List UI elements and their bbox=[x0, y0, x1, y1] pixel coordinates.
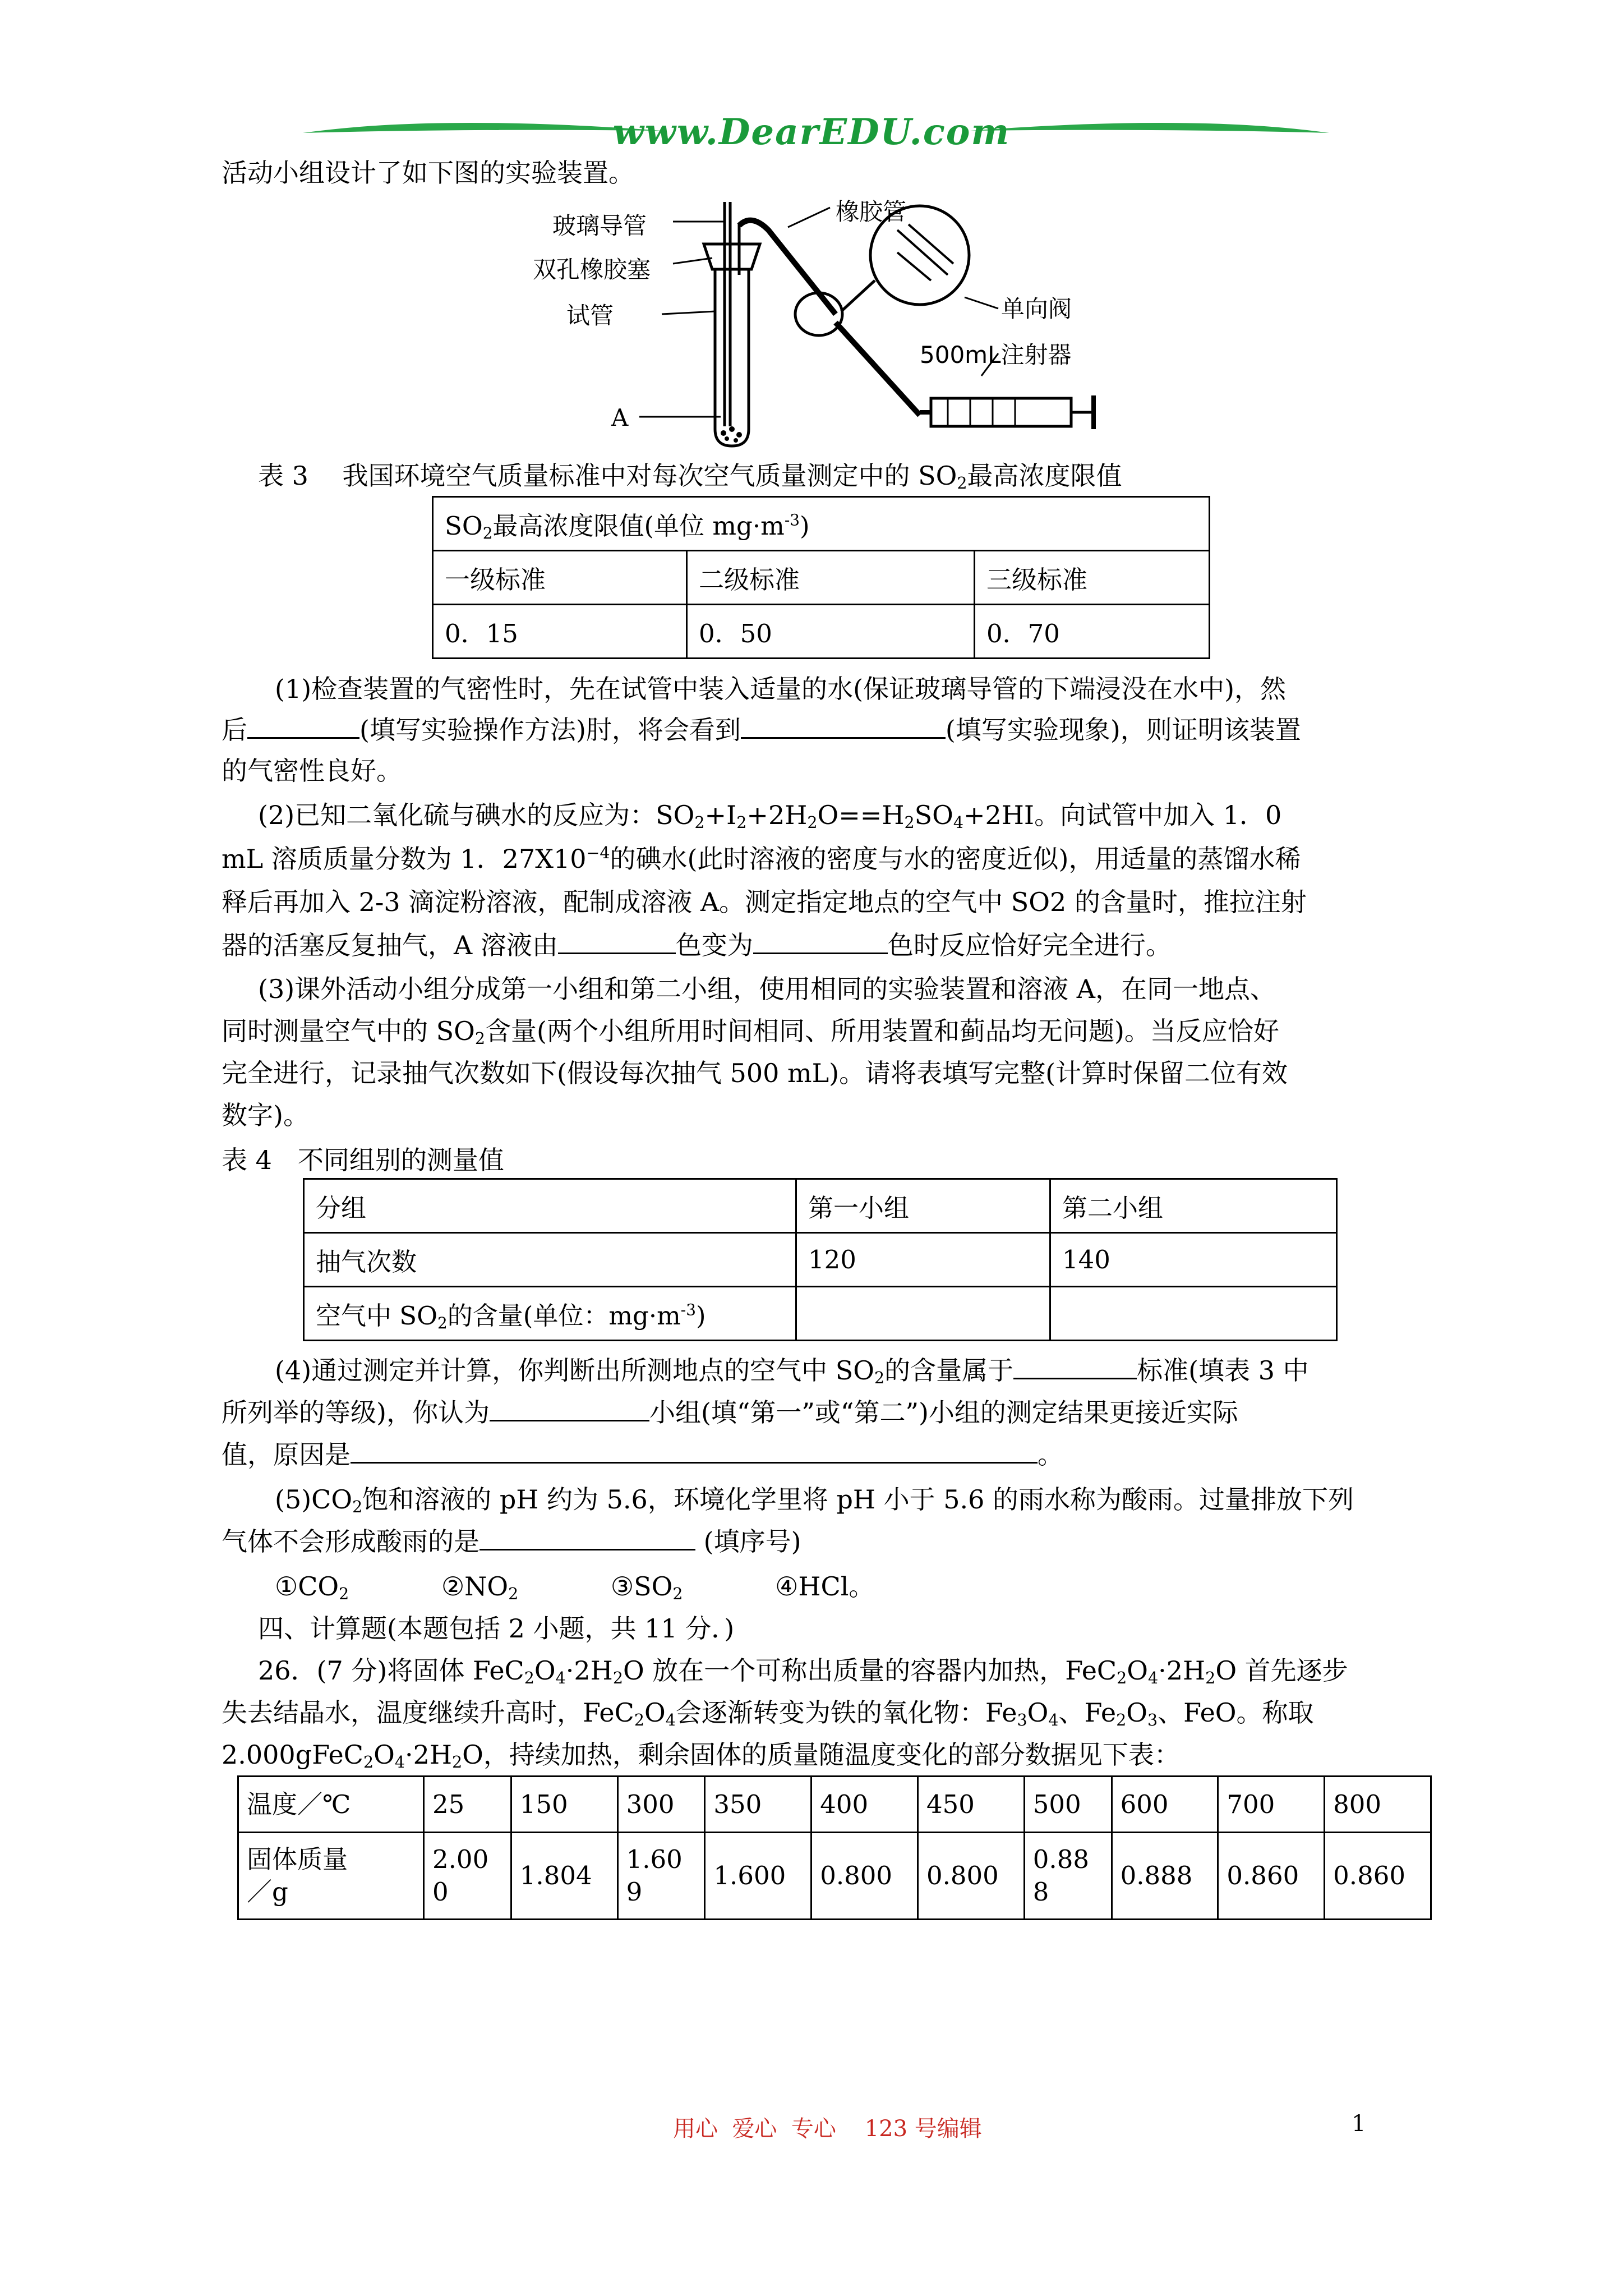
table5-temp-label: 温度／℃ bbox=[238, 1777, 424, 1833]
table3-level-2: 二级标准 bbox=[687, 551, 975, 605]
table5-temp: 450 bbox=[917, 1777, 1024, 1833]
q2-line3: 释后再加入 2-3 滴淀粉溶液，配制成溶液 A。测定指定地点的空气中 SO2 的含量时，推拉注射 bbox=[222, 887, 1307, 917]
table4-row1-label: 抽气次数 bbox=[304, 1233, 796, 1287]
table4-row1-second: 140 bbox=[1050, 1233, 1337, 1287]
table5-mass: 2.00 0 bbox=[424, 1833, 511, 1920]
table5-mass: 1.804 bbox=[511, 1833, 617, 1920]
label-check-valve: 单向阀 bbox=[1001, 295, 1072, 323]
q4-blank-group bbox=[490, 1393, 649, 1421]
table4-row2-first-blank[interactable] bbox=[796, 1287, 1050, 1341]
syringe-barrel bbox=[931, 398, 1071, 426]
label-point-a: A bbox=[611, 404, 629, 431]
q5-option-4: ④HCl。 bbox=[775, 1571, 875, 1602]
table4-row2-label: 空气中 $SO_2$的含量(单位：$mg\cdot m^{-3}$) bbox=[304, 1287, 796, 1341]
q1-blank-method bbox=[247, 710, 359, 739]
table4-header-group: 分组 bbox=[304, 1179, 796, 1233]
table5-mass-label: 固体质量 ／g bbox=[238, 1833, 424, 1920]
q4-line3: 值，原因是 。 bbox=[222, 1433, 1063, 1476]
label-rubber-tube: 橡胶管 bbox=[836, 198, 907, 226]
test-tube-outline bbox=[715, 258, 749, 446]
intro-text: 活动小组设计了如下图的实验装置。 bbox=[222, 158, 634, 188]
stopper-shape bbox=[704, 244, 760, 269]
table5-mass: 0.800 bbox=[917, 1833, 1024, 1920]
table4 bbox=[303, 1178, 1338, 1341]
q4-blank-reason bbox=[351, 1435, 1038, 1464]
label-test-tube: 试管 bbox=[566, 302, 614, 329]
q1-line1: (1)检查装置的气密性时，先在试管中装入适量的水(保证玻璃导管的下端浸没在水中)，然 bbox=[275, 674, 1287, 704]
q5-option-1: $①CO_2$ bbox=[275, 1571, 349, 1604]
table5-mass: 1.60 9 bbox=[617, 1833, 705, 1920]
table3 bbox=[432, 496, 1210, 659]
q2-line4: 器的活塞反复抽气，A 溶液由 色变为 色时反应恰好完全进行。 bbox=[222, 924, 1172, 967]
table5-temp: 150 bbox=[511, 1777, 617, 1833]
q5-line1: $(5)CO_2$饱和溶液的 pH 约为 5.6，环境化学里将 pH 小于 5.6 的雨水称为酸雨。过量排放下列 bbox=[275, 1484, 1354, 1517]
table5-temp: 500 bbox=[1024, 1777, 1112, 1833]
q4-line1: (4)通过测定并计算，你判断出所测地点的空气中 $SO_2$的含量属于 标准(填表 3 中 bbox=[275, 1349, 1309, 1392]
q2-line2: mL 溶质质量分数为 1．$27X10^{-4}$的碘水(此时溶液的密度与水的密度近似)，用适量的蒸馏水稀 bbox=[222, 843, 1301, 874]
table5-temp: 800 bbox=[1325, 1777, 1431, 1833]
table3-level-1: 一级标准 bbox=[433, 551, 687, 605]
table4-row1-first: 120 bbox=[796, 1233, 1050, 1287]
table4-header-first: 第一小组 bbox=[796, 1179, 1050, 1233]
table3-level-3: 三级标准 bbox=[975, 551, 1210, 605]
q3-line1: (3)课外活动小组分成第一小组和第二小组，使用相同的实验装置和溶液 A，在同一地点、 bbox=[258, 974, 1276, 1004]
q1-blank-phenomenon bbox=[741, 710, 946, 739]
page-number: 1 bbox=[1352, 2111, 1366, 2137]
table3-value-2: 0．50 bbox=[687, 605, 975, 659]
table5-temp: 25 bbox=[424, 1777, 511, 1833]
q5-option-2: $②NO_2$ bbox=[441, 1571, 519, 1604]
q3-line2: 同时测量空气中的 $SO_2$含量(两个小组所用时间相同、所用装置和蓟品均无问题)。当反应恰好 bbox=[222, 1016, 1279, 1048]
table5-temp: 400 bbox=[811, 1777, 918, 1833]
table3-value-3: 0．70 bbox=[975, 605, 1210, 659]
q4-line2: 所列举的等级)，你认为 小组(填“第一”或“第二”)小组的测定结果更接近实际 bbox=[222, 1391, 1238, 1434]
table3-header: $SO_2$最高浓度限值(单位 $mg\cdot m^{-3}$) bbox=[433, 497, 1210, 551]
label-stopper: 双孔橡胶塞 bbox=[533, 256, 651, 283]
table5 bbox=[237, 1775, 1432, 1920]
q2-blank-color-from bbox=[558, 926, 676, 954]
q2-line1: (2)已知二氧化硫与碘水的反应为：$SO_2+I_2+2H_2O==H_2SO_4+2HI$。向试管中加入 1．0 bbox=[258, 800, 1282, 832]
q5-option-3: $③SO_2$ bbox=[610, 1571, 683, 1604]
table5-mass: 0.88 8 bbox=[1024, 1833, 1112, 1920]
table4-header-second: 第二小组 bbox=[1050, 1179, 1337, 1233]
q3-line4: 数字)。 bbox=[222, 1100, 309, 1130]
table4-row2-second-blank[interactable] bbox=[1050, 1287, 1337, 1341]
table5-mass: 0.860 bbox=[1218, 1833, 1325, 1920]
table5-temp: 350 bbox=[705, 1777, 811, 1833]
section4-heading: 四、计算题(本题包括 2 小题，共 11 分．) bbox=[258, 1613, 735, 1644]
q4-blank-level bbox=[1013, 1351, 1137, 1379]
q26-line1: 26．(7 分)将固体 $FeC_2O_4\cdot 2H_2O$ 放在一个可称出质量的容器内加热，$FeC_2O_4\cdot 2H_2O$ 首先逐步 bbox=[258, 1655, 1348, 1688]
q26-line3: $2.000gFeC_2O_4\cdot 2H_2O$，持续加热，剩余固体的质量随温度变化的部分数据见下表： bbox=[222, 1740, 1180, 1772]
q3-line3: 完全进行，记录抽气次数如下(假设每次抽气 500 mL)。请将表填写完整(计算时保留二位有效 bbox=[222, 1058, 1288, 1088]
q26-line2: 失去结晶水，温度继续升高时，$FeC_2O_4$会逐渐转变为铁的氧化物：$Fe_3O_4$、$Fe_2O_3$、FeO。称取 bbox=[222, 1697, 1314, 1730]
table5-mass: 0.800 bbox=[811, 1833, 918, 1920]
header-url[interactable]: www.DearEDU.com bbox=[612, 111, 1011, 153]
table5-temp: 700 bbox=[1218, 1777, 1325, 1833]
table5-temp: 600 bbox=[1112, 1777, 1218, 1833]
q5-options bbox=[275, 1565, 874, 1608]
table5-mass: 0.860 bbox=[1325, 1833, 1431, 1920]
table5-mass: 1.600 bbox=[705, 1833, 811, 1920]
label-syringe: 500mL注射器 bbox=[920, 341, 1072, 369]
table3-caption: 表 3 我国环境空气质量标准中对每次空气质量测定中的 $SO_2$最高浓度限值 bbox=[258, 461, 1122, 493]
table4-caption: 表 4 不同组别的测量值 bbox=[222, 1145, 504, 1175]
q5-line2: 气体不会形成酸雨的是 (填序号) bbox=[222, 1520, 801, 1563]
q5-blank-answer bbox=[479, 1522, 695, 1550]
label-glass-tube: 玻璃导管 bbox=[552, 212, 647, 240]
table5-mass: 0.888 bbox=[1112, 1833, 1218, 1920]
footer-text: 用心 爱心 专心 123 号编辑 bbox=[673, 2116, 982, 2142]
table5-temp: 300 bbox=[617, 1777, 705, 1833]
q1-line2: 后 (填写实验操作方法)肘，将会看到 (填写实验现象)，则证明该装置 bbox=[222, 708, 1301, 751]
q2-blank-color-to bbox=[753, 926, 888, 954]
rubber-tube-lower bbox=[836, 323, 920, 415]
table3-value-1: 0．15 bbox=[433, 605, 687, 659]
q1-line3: 的气密性良好。 bbox=[222, 756, 402, 786]
